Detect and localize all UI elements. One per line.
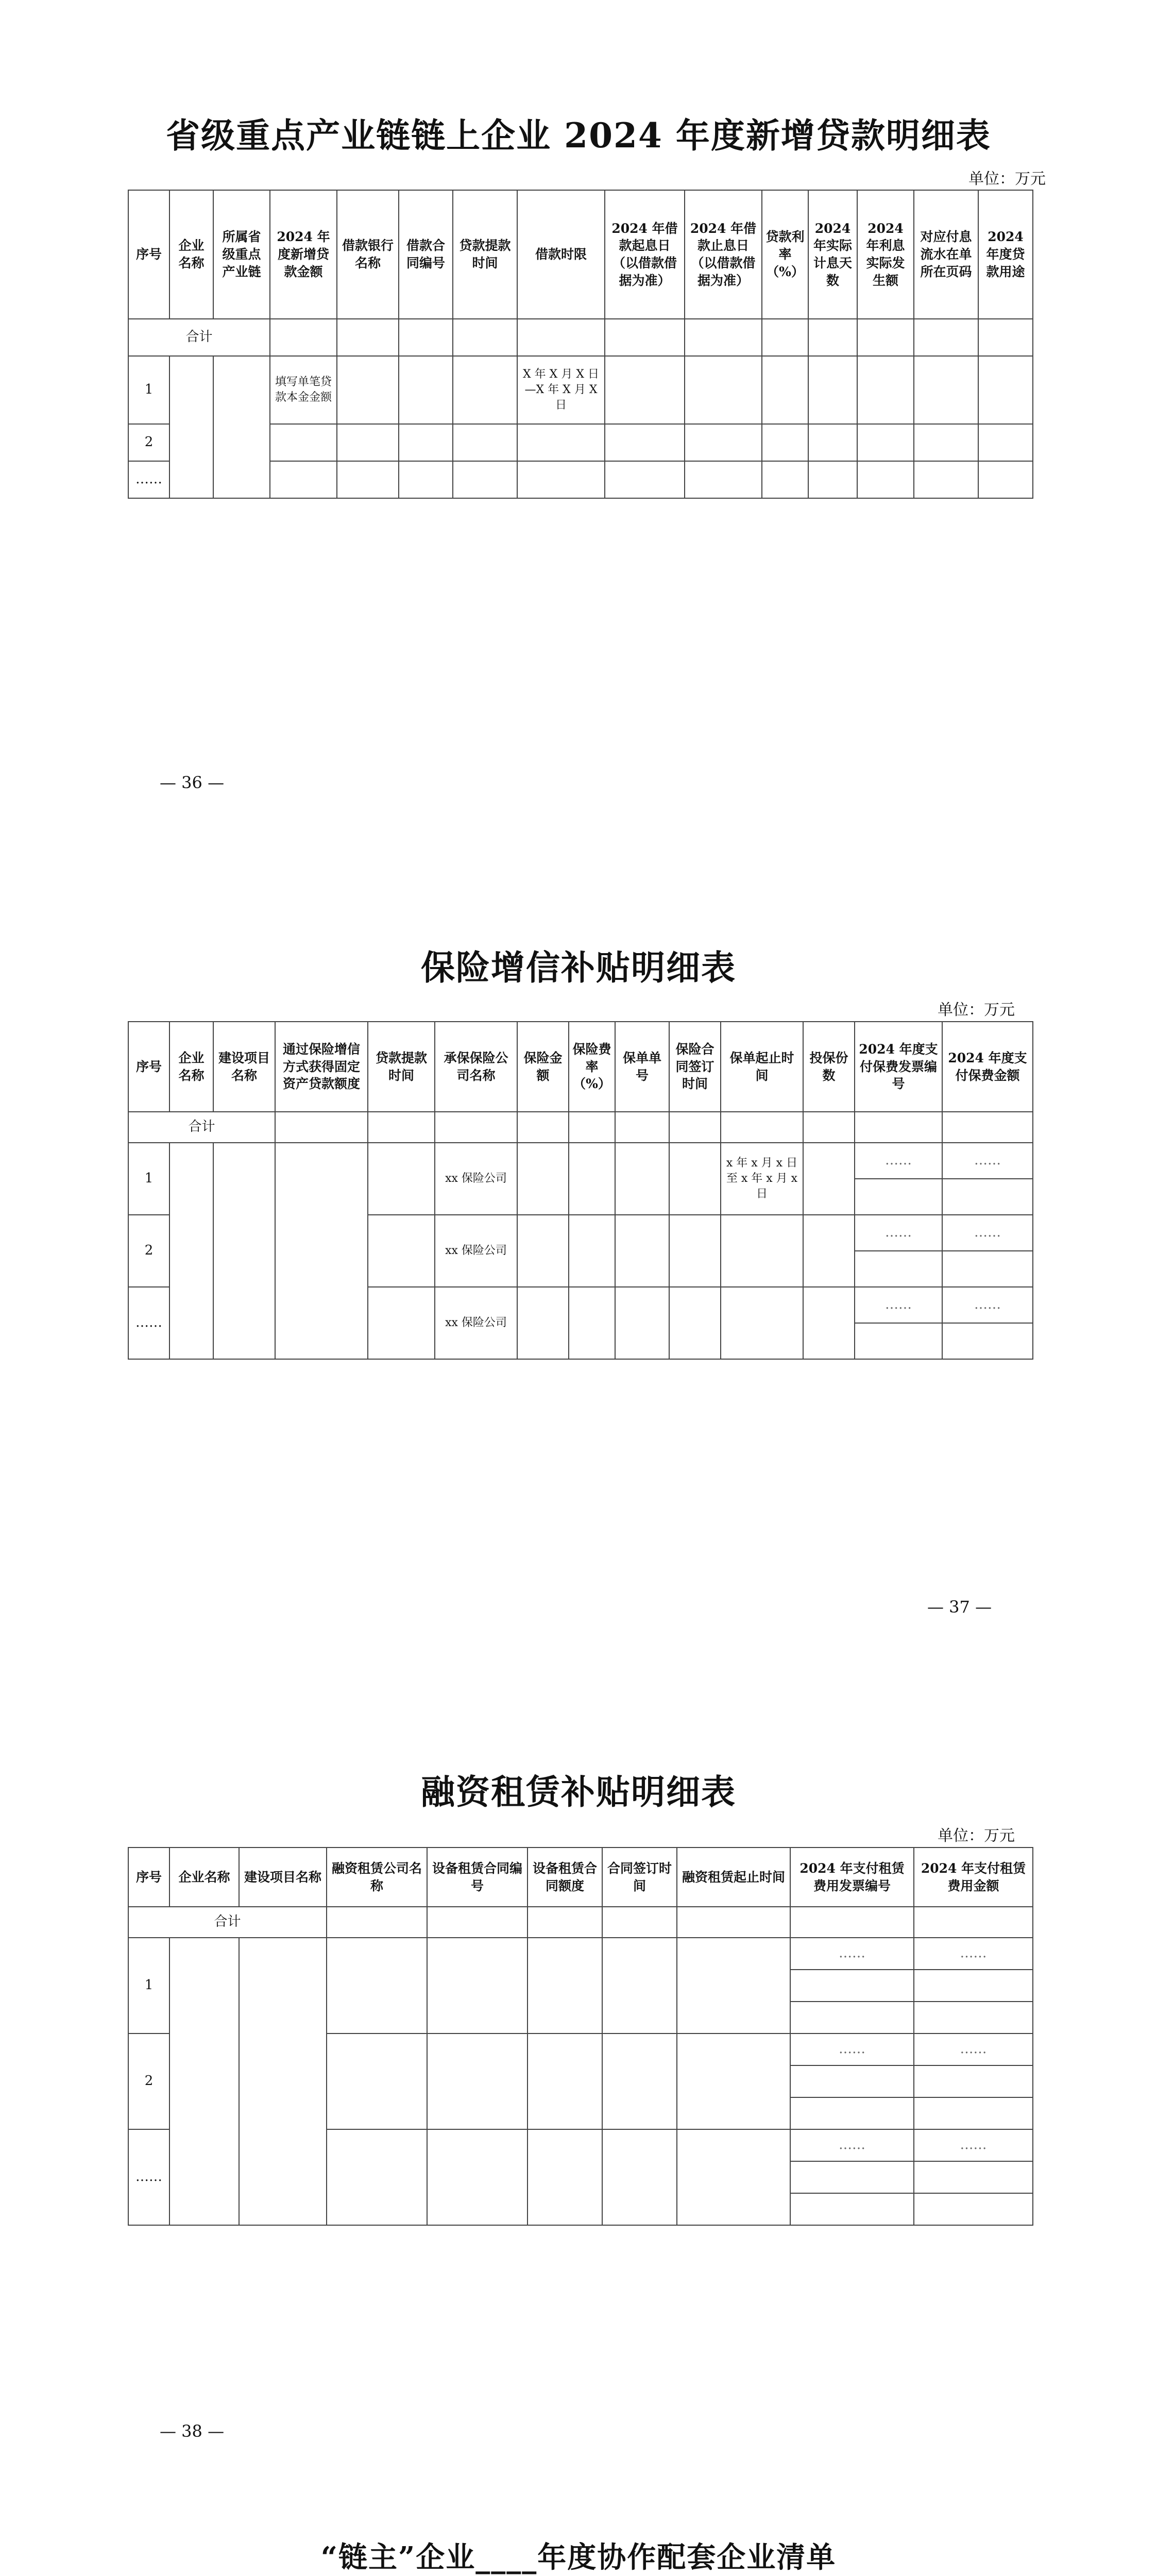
col-header: 所属省级重点产业链 — [213, 190, 270, 319]
total-label: 合计 — [128, 1112, 275, 1143]
ellipsis-cell: …… — [790, 2129, 914, 2161]
term-hint: X 年 X 月 X 日—X 年 X 月 X 日 — [517, 356, 605, 424]
row-number: 2 — [128, 1215, 169, 1287]
col-header: 设备租赁合同额度 — [528, 1848, 602, 1907]
col-header: 设备租赁合同编号 — [427, 1848, 528, 1907]
col-header: 对应付息流水在单所在页码 — [914, 190, 978, 319]
ellipsis-cell: …… — [914, 1938, 1033, 1970]
col-header: 保单起止时间 — [721, 1022, 803, 1112]
row-number: 1 — [128, 1938, 169, 2033]
row-number: 1 — [128, 356, 169, 424]
col-header: 建设项目名称 — [239, 1848, 327, 1907]
insurer-name: xx 保险公司 — [435, 1215, 517, 1287]
ellipsis-cell: …… — [855, 1287, 942, 1323]
col-header: 融资租赁起止时间 — [677, 1848, 790, 1907]
table-header-row — [128, 1848, 1033, 1907]
ellipsis-cell: …… — [790, 2033, 914, 2065]
ellipsis-cell: …… — [790, 1938, 914, 1970]
total-row — [128, 319, 1033, 356]
amount-hint: 填写单笔贷款本金金额 — [270, 356, 337, 424]
leasing-subsidy-table — [128, 1847, 1033, 2226]
col-header: 保单单号 — [615, 1022, 669, 1112]
col-header: 2024 年借款止息日（以借款借据为准） — [685, 190, 762, 319]
page-number: — 37 — — [927, 1597, 992, 1617]
row-number: …… — [128, 1287, 169, 1359]
unit-label: 单位：万元 — [968, 170, 1046, 188]
ellipsis-cell: …… — [914, 2129, 1033, 2161]
total-row — [128, 1112, 1033, 1143]
col-header: 贷款提款时间 — [368, 1022, 435, 1112]
col-header: 2024 年度支付保费发票编号 — [855, 1022, 942, 1112]
col-header: 贷款提款时间 — [453, 190, 517, 319]
col-header: 保险金额 — [517, 1022, 569, 1112]
col-header: 2024 年实际计息天数 — [808, 190, 857, 319]
total-label: 合计 — [128, 319, 270, 356]
ellipsis-cell: …… — [855, 1143, 942, 1179]
insurance-subsidy-table — [128, 1021, 1033, 1360]
col-header: 承保保险公司名称 — [435, 1022, 517, 1112]
col-header: 借款时限 — [517, 190, 605, 319]
row-number: 2 — [128, 2033, 169, 2129]
col-header: 企业名称 — [169, 1848, 239, 1907]
table-header-row — [128, 1022, 1033, 1112]
loan-detail-table — [128, 190, 1033, 499]
page-number: — 38 — — [160, 2421, 225, 2441]
row-number: …… — [128, 461, 169, 498]
policy-period-hint: x 年 x 月 x 日至 x 年 x 月 x 日 — [721, 1143, 803, 1215]
page-number: — 36 — — [160, 773, 225, 792]
col-header: 序号 — [128, 1022, 169, 1112]
table-row — [128, 356, 1033, 424]
table-header-row — [128, 190, 1033, 319]
unit-label: 单位：万元 — [938, 1001, 1015, 1019]
col-header: 保险费率（%） — [569, 1022, 615, 1112]
unit-label: 单位：万元 — [938, 1827, 1015, 1845]
ellipsis-cell: …… — [855, 1215, 942, 1251]
col-header: 2024 年度贷款用途 — [978, 190, 1033, 319]
row-number: 2 — [128, 424, 169, 461]
row-number: 1 — [128, 1143, 169, 1215]
col-header: 保险合同签订时间 — [669, 1022, 721, 1112]
col-header: 2024 年利息实际发生额 — [857, 190, 914, 319]
col-header: 贷款利率（%） — [762, 190, 808, 319]
ellipsis-cell: …… — [942, 1143, 1033, 1179]
ellipsis-cell: …… — [914, 2033, 1033, 2065]
insurer-name: xx 保险公司 — [435, 1143, 517, 1215]
total-row — [128, 1907, 1033, 1938]
col-header: 序号 — [128, 1848, 169, 1907]
row-number: …… — [128, 2129, 169, 2225]
col-header: 合同签订时间 — [602, 1848, 677, 1907]
table-row — [128, 1938, 1033, 1970]
col-header: 2024 年借款起息日（以借款借据为准） — [605, 190, 685, 319]
col-header: 融资租赁公司名称 — [327, 1848, 427, 1907]
col-header: 2024 年度支付保费金额 — [942, 1022, 1033, 1112]
col-header: 通过保险增信方式获得固定资产贷款额度 — [275, 1022, 368, 1112]
col-header: 借款合同编号 — [399, 190, 453, 319]
total-label: 合计 — [128, 1907, 327, 1938]
insurer-name: xx 保险公司 — [435, 1287, 517, 1359]
col-header: 2024 年支付租赁费用金额 — [914, 1848, 1033, 1907]
page-title-leasing: 融资租赁补贴明细表 — [421, 1772, 736, 1812]
table-row — [128, 1143, 1033, 1179]
page-title-insurance: 保险增信补贴明细表 — [421, 947, 736, 988]
col-header: 投保份数 — [803, 1022, 855, 1112]
col-header: 企业名称 — [169, 190, 213, 319]
ellipsis-cell: …… — [942, 1215, 1033, 1251]
page-title-supplier-list: “链主”企业____年度协作配套企业清单 — [320, 2540, 837, 2574]
col-header: 2024 年支付租赁费用发票编号 — [790, 1848, 914, 1907]
col-header: 2024 年度新增贷款金额 — [270, 190, 337, 319]
col-header: 序号 — [128, 190, 169, 319]
col-header: 建设项目名称 — [213, 1022, 275, 1112]
ellipsis-cell: …… — [942, 1287, 1033, 1323]
col-header: 借款银行名称 — [337, 190, 399, 319]
col-header: 企业名称 — [169, 1022, 213, 1112]
page-title-loan: 省级重点产业链链上企业 2024 年度新增贷款明细表 — [166, 115, 991, 156]
